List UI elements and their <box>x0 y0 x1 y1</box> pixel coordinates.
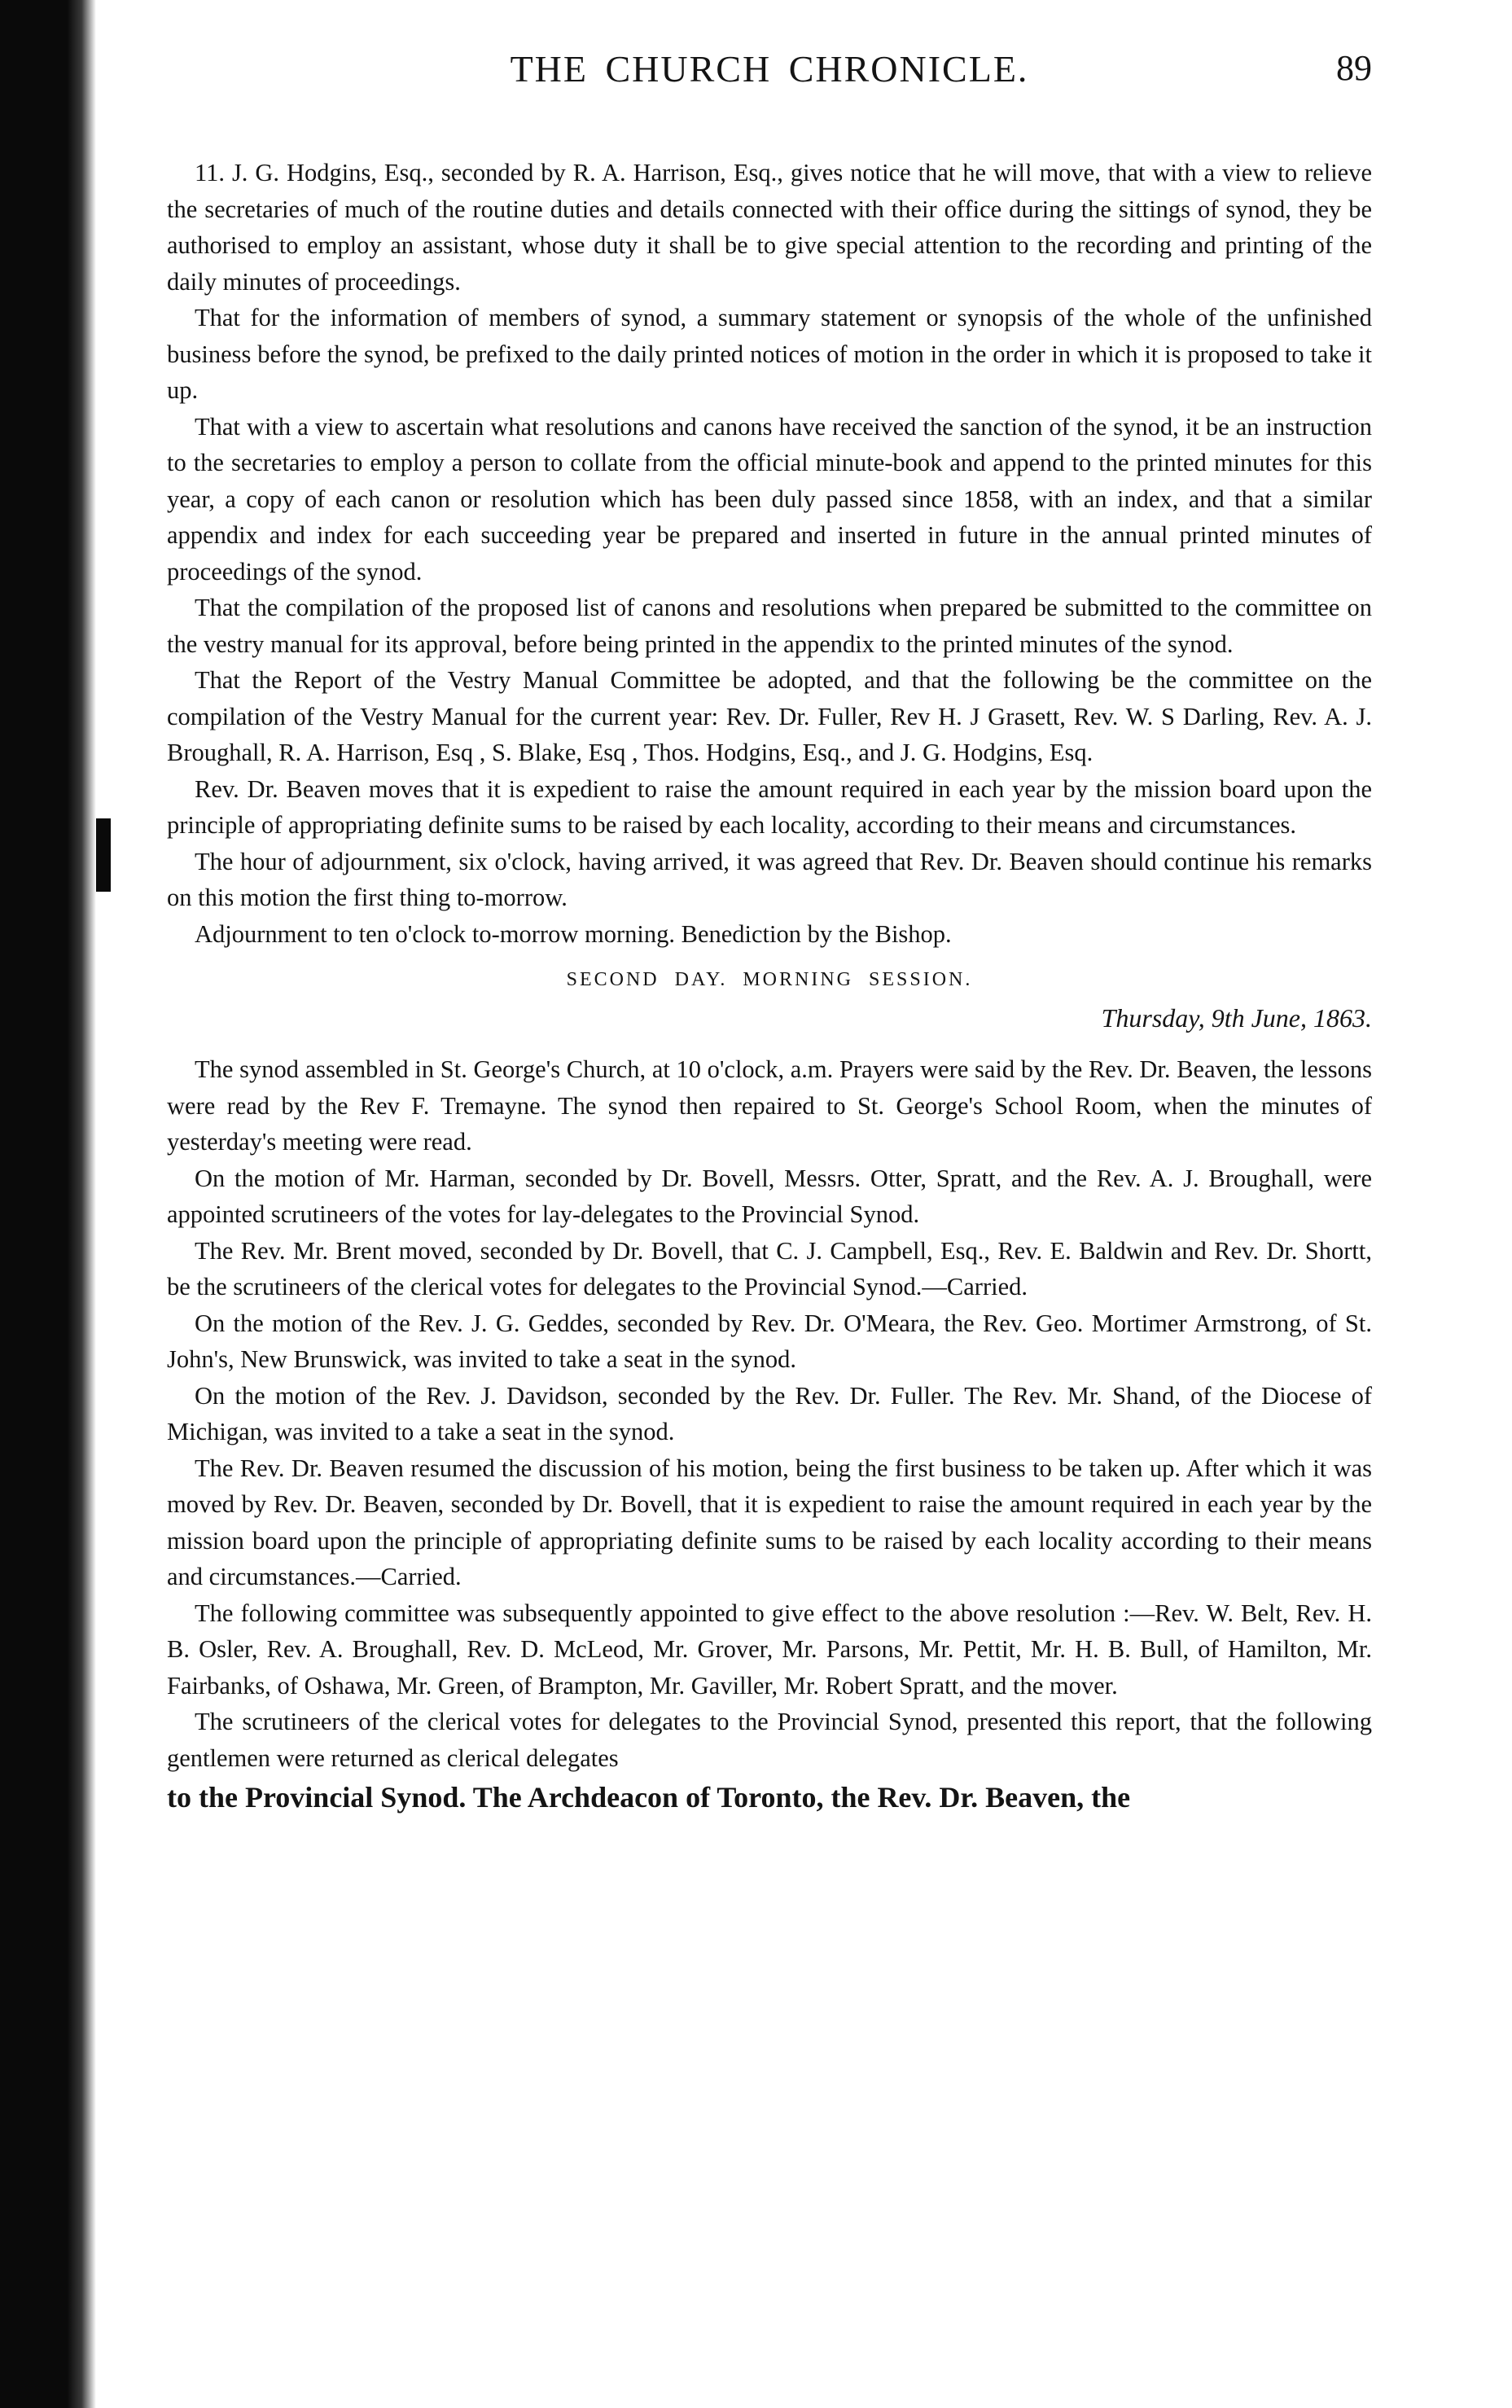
paragraph: The Rev. Mr. Brent moved, seconded by Dr. Bovell, that C. J. Campbell, Esq., Rev. E. Baldwin and Rev. Dr. Shortt, be the scrutineers of the clerical votes for delegates to the Provincial Synod.—Carried. <box>167 1236 1372 1300</box>
document-page <box>167 47 1372 1818</box>
paragraph: That the compilation of the proposed list of canons and resolutions when prepared be submitted to the committee on the vestry manual for its approval, before being printed in the appendix to the printed minutes of the synod. <box>167 594 1372 658</box>
paragraph: The scrutineers of the clerical votes for delegates to the Provincial Synod, presented this report, that the following gentlemen were returned as clerical delegates <box>167 1708 1372 1772</box>
paragraph: That for the information of members of synod, a summary statement or synopsis of the whole of the unfinished business before the synod, be prefixed to the daily printed notices of motion in the order in which it is proposed to take it up. <box>167 304 1372 404</box>
final-line: to the Provincial Synod. The Archdeacon of Toronto, the Rev. Dr. Beaven, the <box>167 1781 1131 1814</box>
paragraph: On the motion of the Rev. J. Davidson, seconded by the Rev. Dr. Fuller. The Rev. Mr. Shand, of the Diocese of Michigan, was invited to a take a seat in the synod. <box>167 1381 1372 1445</box>
first-day-minutes <box>167 155 1372 952</box>
paragraph: The synod assembled in St. George's Church, at 10 o'clock, a.m. Prayers were said by the Rev. Dr. Beaven, the lessons were read by the Rev F. Tremayne. The synod then repaired to St. George's School Room, when the minutes of yesterday's meeting were read. <box>167 1055 1372 1156</box>
paragraph: That with a view to ascertain what resolutions and canons have received the sanction of the synod, it be an instruction to the secretaries to employ a person to collate from the official minute-book and append to the printed minutes for this year, a copy of each canon or resolution which has been duly passed since 1858, with an index, and that a similar appendix and index for each succeeding year be prepared and inserted in future in the annual printed minutes of proceedings of the synod. <box>167 412 1372 586</box>
section-heading: SECOND DAY. MORNING SESSION. <box>566 969 973 990</box>
paragraph: The following committee was subsequently appointed to give effect to the above resolution :—Rev. W. Belt, Rev. H. B. Osler, Rev. A. Broughall, Rev. D. McLeod, Mr. Grover, Mr. Parsons, Mr. Pettit, Mr. H. B. Bull, of Hamilton, Mr. Fairbanks, of Oshawa, Mr. Green, of Brampton, Mr. Gaviller, Mr. Robert Spratt, and the mover. <box>167 1599 1372 1700</box>
dateline: Thursday, 9th June, 1863. <box>1101 1003 1372 1033</box>
second-day-minutes <box>167 1051 1372 1776</box>
paragraph: The Rev. Dr. Beaven resumed the discussion of his motion, being the first business to be taken up. After which it was moved by Rev. Dr. Beaven, seconded by Dr. Bovell, that it is expedient to raise the amount required in each year by the mission board upon the principle of appropriating definite sums to be raised by each locality according to their means and circumstances.—Carried. <box>167 1454 1372 1590</box>
binding-notch <box>96 818 111 892</box>
page-binding-shadow <box>0 0 96 2408</box>
paragraph: Rev. Dr. Beaven moves that it is expedient to raise the amount required in each year by the mission board upon the principle of appropriating definite sums to be raised by each locality, according to their means and circumstances. <box>167 774 1372 839</box>
running-title: THE CHURCH CHRONICLE. <box>510 48 1029 90</box>
page-number: 89 <box>1336 48 1372 88</box>
page-header <box>167 47 1372 104</box>
paragraph: 11. J. G. Hodgins, Esq., seconded by R. A. Harrison, Esq., gives notice that he will move, that with a view to relieve the secretaries of much of the routine duties and details connected with their office during the sittings of synod, they be authorised to employ an assistant, whose duty it shall be to give special attention to the recording and printing of the daily minutes of proceedings. <box>167 159 1372 296</box>
paragraph: On the motion of Mr. Harman, seconded by Dr. Bovell, Messrs. Otter, Spratt, and the Rev. A. J. Broughall, were appointed scrutineers of the votes for lay-delegates to the Provincial Synod. <box>167 1164 1372 1228</box>
paragraph: That the Report of the Vestry Manual Committee be adopted, and that the following be the committee on the compilation of the Vestry Manual for the current year: Rev. Dr. Fuller, Rev H. J Grasett, Rev. W. S Darling, Rev. A. J. Broughall, R. A. Harrison, Esq , S. Blake, Esq , Thos. Hodgins, Esq., and J. G. Hodgins, Esq. <box>167 666 1372 766</box>
paragraph: Adjournment to ten o'clock to-morrow morning. Benediction by the Bishop. <box>195 919 952 948</box>
paragraph: The hour of adjournment, six o'clock, having arrived, it was agreed that Rev. Dr. Beaven should continue his remarks on this motion the first thing to-morrow. <box>167 847 1372 911</box>
paragraph: On the motion of the Rev. J. G. Geddes, seconded by Rev. Dr. O'Meara, the Rev. Geo. Mortimer Armstrong, of St. John's, New Brunswick, was invited to take a seat in the synod. <box>167 1309 1372 1373</box>
